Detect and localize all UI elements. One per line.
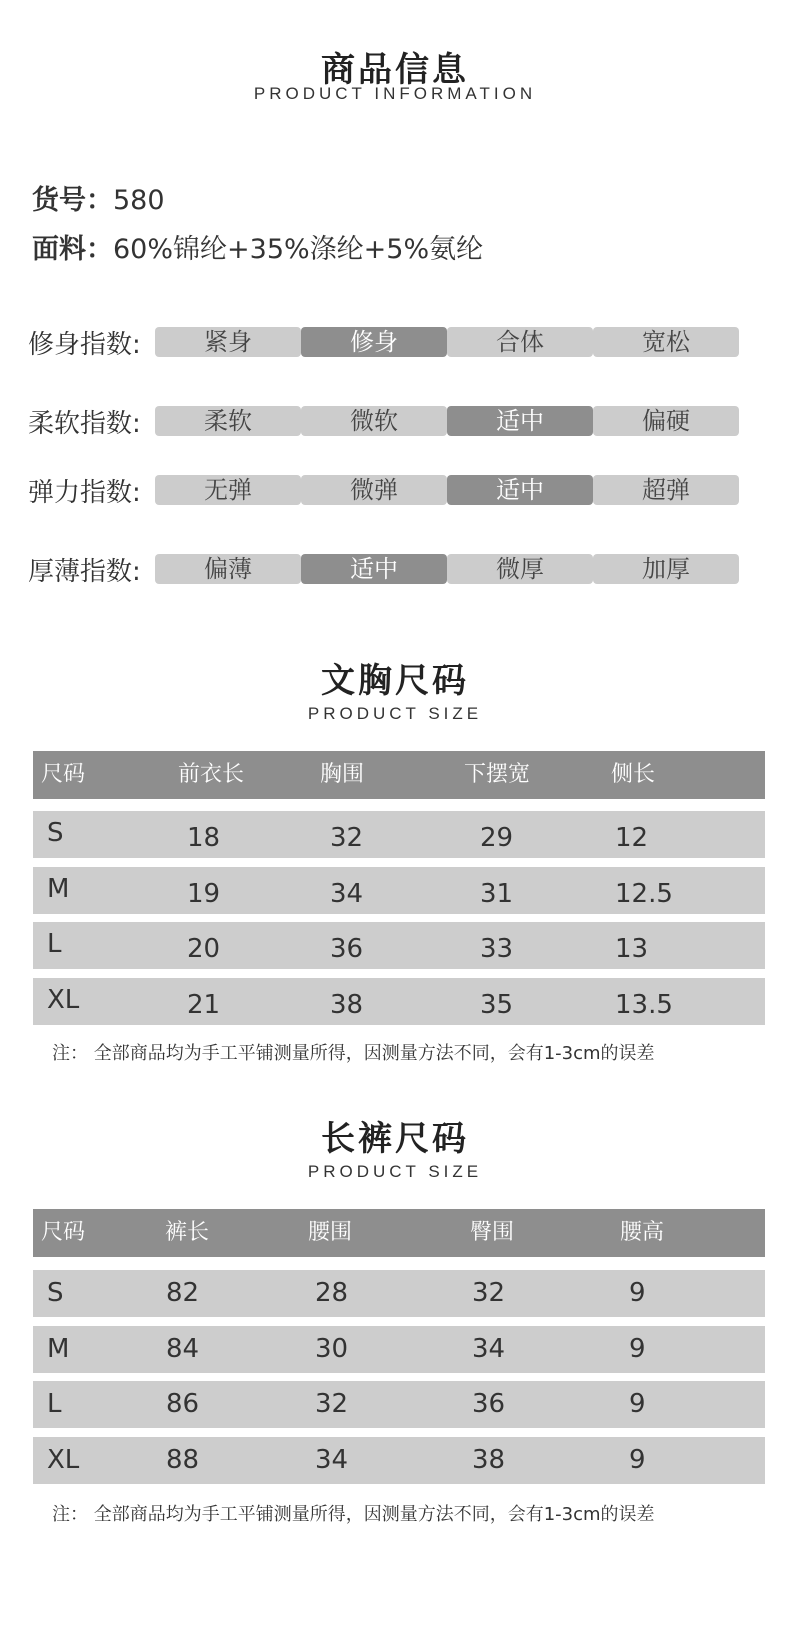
rating-option: 微弹 bbox=[301, 475, 447, 505]
item-number-label: 货号： bbox=[32, 185, 113, 216]
rating-option: 适中 bbox=[447, 406, 593, 436]
value-cell: 82 bbox=[166, 1278, 200, 1308]
value-cell: 33 bbox=[480, 934, 514, 964]
table-row bbox=[33, 978, 765, 1025]
value-cell: 35 bbox=[480, 990, 514, 1020]
header-cell: 尺码 bbox=[41, 1220, 86, 1245]
value-cell: 9 bbox=[629, 1334, 646, 1364]
header-cell: 尺码 bbox=[41, 762, 86, 787]
fabric-label: 面料： bbox=[32, 234, 113, 265]
value-cell: 36 bbox=[330, 934, 364, 964]
rating-option: 偏薄 bbox=[155, 554, 301, 584]
bra-size-note: 注： 全部商品均为手工平铺测量所得，因测量方法不同，会有1-3cm的误差 bbox=[52, 1043, 655, 1064]
size-cell: XL bbox=[47, 985, 80, 1015]
value-cell: 32 bbox=[472, 1278, 506, 1308]
value-cell: 9 bbox=[629, 1278, 646, 1308]
value-cell: 36 bbox=[472, 1389, 506, 1419]
rating-option: 柔软 bbox=[155, 406, 301, 436]
value-cell: 34 bbox=[315, 1445, 349, 1475]
header-cell: 胸围 bbox=[320, 762, 365, 787]
rating-row-fit bbox=[28, 327, 768, 360]
rating-option: 偏硬 bbox=[593, 406, 739, 436]
product-info-subtitle: PRODUCT INFORMATION bbox=[253, 84, 537, 103]
bra-size-title: 文胸尺码 bbox=[321, 661, 469, 701]
rating-option: 适中 bbox=[301, 554, 447, 584]
table-header bbox=[33, 751, 765, 799]
pants-size-note: 注： 全部商品均为手工平铺测量所得，因测量方法不同，会有1-3cm的误差 bbox=[52, 1504, 655, 1525]
value-cell: 32 bbox=[330, 823, 364, 853]
rating-row-thickness bbox=[28, 554, 768, 587]
value-cell: 12.5 bbox=[615, 879, 673, 909]
value-cell: 28 bbox=[315, 1278, 349, 1308]
value-cell: 38 bbox=[472, 1445, 506, 1475]
value-cell: 38 bbox=[330, 990, 364, 1020]
table-row bbox=[33, 1437, 765, 1484]
rating-label: 弹力指数: bbox=[28, 478, 141, 508]
size-cell: S bbox=[47, 1278, 64, 1308]
value-cell: 34 bbox=[330, 879, 364, 909]
item-number bbox=[32, 178, 165, 217]
pants-size-title: 长裤尺码 bbox=[321, 1119, 469, 1159]
rating-row-softness bbox=[28, 406, 768, 439]
table-row bbox=[33, 867, 765, 914]
table-row bbox=[33, 1326, 765, 1373]
value-cell: 20 bbox=[187, 934, 221, 964]
product-info-title: 商品信息 bbox=[321, 50, 469, 90]
rating-option: 宽松 bbox=[593, 327, 739, 357]
table-header bbox=[33, 1209, 765, 1257]
value-cell: 9 bbox=[629, 1389, 646, 1419]
rating-option: 超弹 bbox=[593, 475, 739, 505]
rating-option: 微厚 bbox=[447, 554, 593, 584]
header-cell: 腰围 bbox=[308, 1220, 353, 1245]
table-row bbox=[33, 1270, 765, 1317]
fabric-value: 60%锦纶+35%涤纶+5%氨纶 bbox=[113, 234, 484, 265]
rating-label: 厚薄指数: bbox=[28, 557, 141, 587]
header-cell: 臀围 bbox=[470, 1220, 515, 1245]
value-cell: 12 bbox=[615, 823, 649, 853]
header-cell: 腰高 bbox=[620, 1220, 665, 1245]
size-cell: L bbox=[47, 1389, 62, 1419]
table-row bbox=[33, 1381, 765, 1428]
item-number-value: 580 bbox=[113, 185, 165, 216]
pants-size-subtitle: PRODUCT SIZE bbox=[307, 1162, 483, 1181]
value-cell: 9 bbox=[629, 1445, 646, 1475]
rating-option: 合体 bbox=[447, 327, 593, 357]
value-cell: 18 bbox=[187, 823, 221, 853]
value-cell: 13.5 bbox=[615, 990, 673, 1020]
size-cell: L bbox=[47, 929, 62, 959]
rating-option: 微软 bbox=[301, 406, 447, 436]
size-cell: S bbox=[47, 818, 64, 848]
value-cell: 19 bbox=[187, 879, 221, 909]
value-cell: 84 bbox=[166, 1334, 200, 1364]
bra-size-subtitle: PRODUCT SIZE bbox=[307, 704, 483, 723]
header-cell: 前衣长 bbox=[178, 762, 245, 787]
rating-option: 紧身 bbox=[155, 327, 301, 357]
size-cell: M bbox=[47, 874, 70, 904]
header-cell: 裤长 bbox=[165, 1220, 210, 1245]
value-cell: 34 bbox=[472, 1334, 506, 1364]
value-cell: 88 bbox=[166, 1445, 200, 1475]
rating-option: 无弹 bbox=[155, 475, 301, 505]
value-cell: 32 bbox=[315, 1389, 349, 1419]
rating-option: 修身 bbox=[301, 327, 447, 357]
size-cell: M bbox=[47, 1334, 70, 1364]
table-row bbox=[33, 811, 765, 858]
rating-option: 加厚 bbox=[593, 554, 739, 584]
rating-label: 修身指数: bbox=[28, 330, 141, 360]
value-cell: 31 bbox=[480, 879, 514, 909]
value-cell: 30 bbox=[315, 1334, 349, 1364]
size-cell: XL bbox=[47, 1445, 80, 1475]
rating-label: 柔软指数: bbox=[28, 409, 141, 439]
fabric bbox=[32, 227, 483, 266]
rating-option: 适中 bbox=[447, 475, 593, 505]
value-cell: 21 bbox=[187, 990, 221, 1020]
header-cell: 侧长 bbox=[611, 762, 656, 787]
value-cell: 29 bbox=[480, 823, 514, 853]
value-cell: 86 bbox=[166, 1389, 200, 1419]
value-cell: 13 bbox=[615, 934, 649, 964]
table-row bbox=[33, 922, 765, 969]
header-cell: 下摆宽 bbox=[464, 762, 531, 787]
rating-row-elasticity bbox=[28, 475, 768, 508]
